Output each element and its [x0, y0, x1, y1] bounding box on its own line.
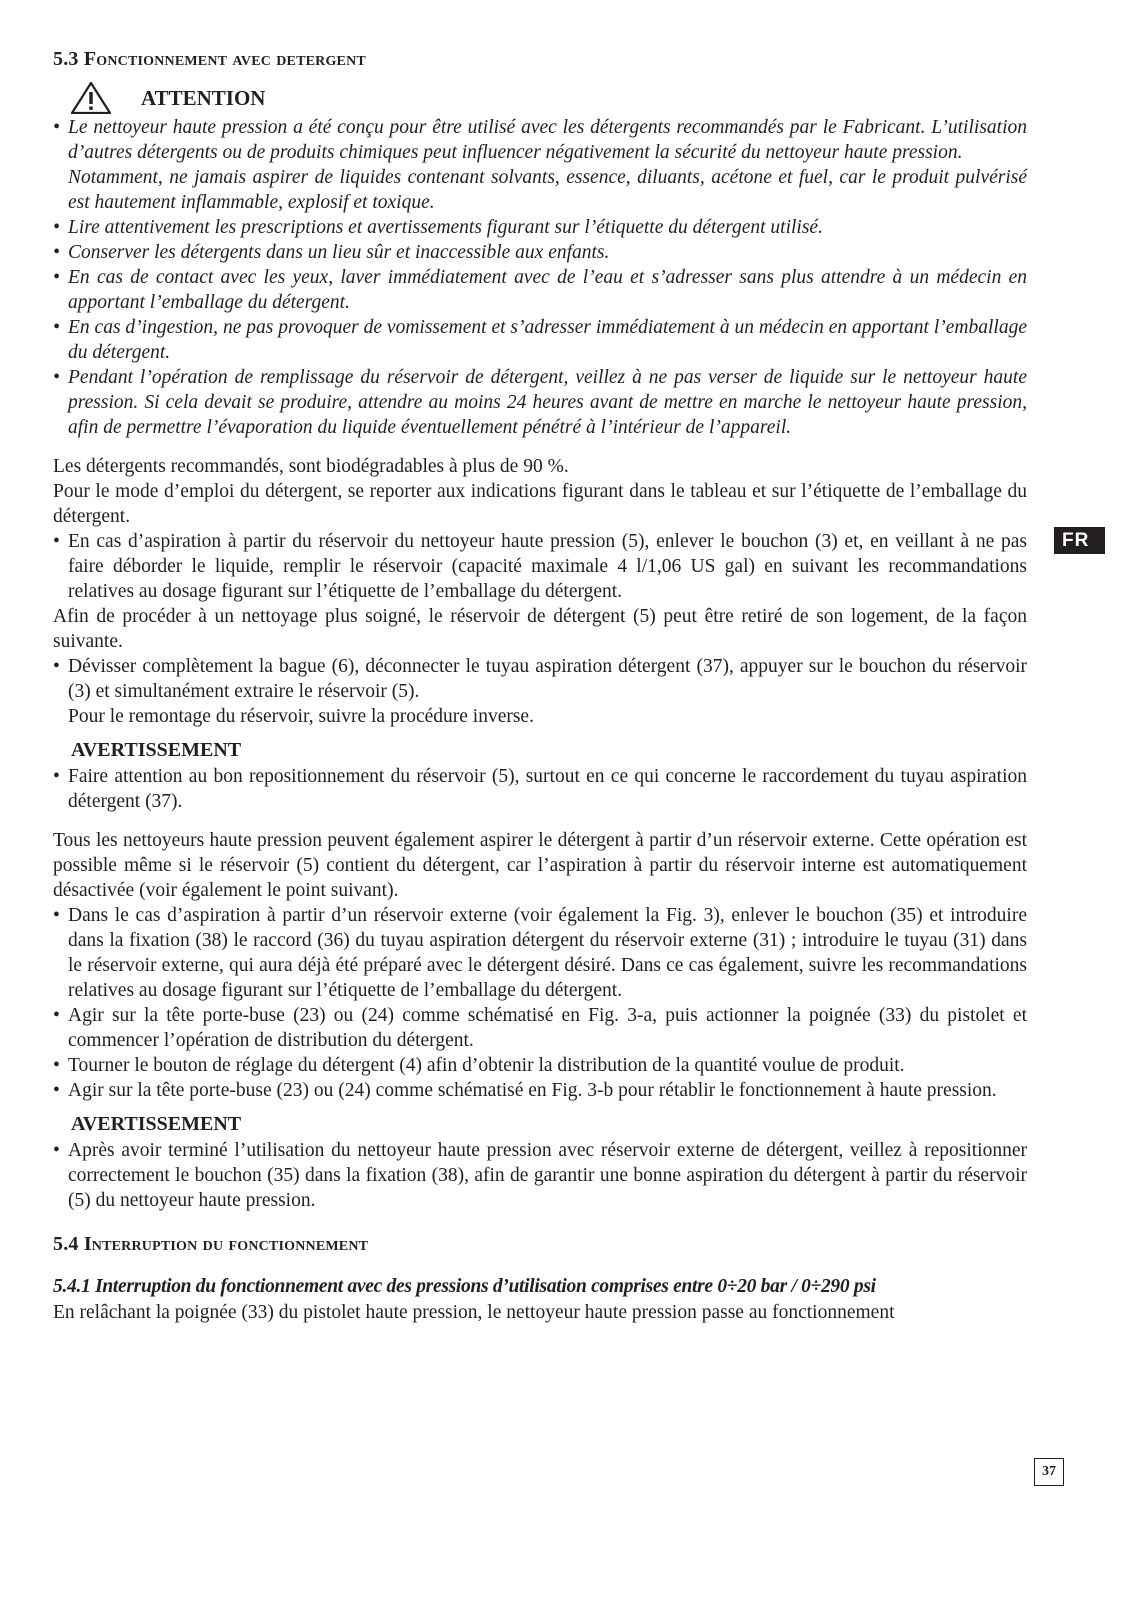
- page-content: [53, 48, 1027, 1325]
- avertissement-list: [53, 1138, 1027, 1213]
- avertissement-heading: AVERTISSEMENT: [71, 739, 242, 761]
- warning-triangle-icon: [71, 82, 111, 114]
- list-item: • Agir sur la tête porte-buse (23) ou (24) comme schématisé en Fig. 3-b pour rétablir le fonctionnement à haute pression.: [53, 1078, 1027, 1103]
- attention-continuation: Notamment, ne jamais aspirer de liquides contenant solvants, essence, diluants, acétone et fuel, car le produit pulvérisé est hautement inflammable, explosif et toxique.: [68, 167, 1027, 213]
- paragraph: Les détergents recommandés, sont biodégradables à plus de 90 %.: [53, 456, 569, 477]
- list-item: • Lire attentivement les prescriptions et avertissements figurant sur l’étiquette du détergent utilisé.: [53, 215, 1027, 240]
- list-item: • Tourner le bouton de réglage du détergent (4) afin d’obtenir la distribution de la quantité voulue de produit.: [53, 1053, 1027, 1078]
- avertissement-heading: AVERTISSEMENT: [71, 1113, 242, 1135]
- attention-list: [53, 115, 1027, 440]
- list-item: • Pendant l’opération de remplissage du réservoir de détergent, veillez à ne pas verser de liquide sur le nettoyeur haute pression. Si cela devait se produire, attendre au moins 24 heures avant de mettre en marche le nettoyeur haute pression, afin de permettre l’évaporation du liquide éventuellement pénétré à l’intérieur de l’appareil.: [53, 365, 1027, 440]
- bullet-list: [53, 654, 1027, 704]
- paragraph: Pour le mode d’emploi du détergent, se reporter aux indications figurant dans le tableau et sur l’étiquette de l’emballage du détergent.: [53, 481, 1027, 527]
- list-item: • Conserver les détergents dans un lieu sûr et inaccessible aux enfants.: [53, 240, 1027, 265]
- list-item: • Après avoir terminé l’utilisation du nettoyeur haute pression avec réservoir externe de détergent, veillez à repositionner correctement le bouchon (35) dans la fixation (38), afin de garantir une bonne aspiration du détergent à partir du réservoir (5) du nettoyeur haute pression.: [53, 1138, 1027, 1213]
- avertissement-list: [53, 764, 1027, 814]
- list-item: • En cas de contact avec les yeux, laver immédiatement avec de l’eau et s’adresser sans plus attendre à un médecin en apportant l’emballage du détergent.: [53, 265, 1027, 315]
- list-item: • Dévisser complètement la bague (6), déconnecter le tuyau aspiration détergent (37), appuyer sur le bouchon du réservoir (3) et simultanément extraire le réservoir (5).: [53, 654, 1027, 704]
- section-title: Interruption du fonctionnement: [83, 1233, 369, 1255]
- list-item: • Le nettoyeur haute pression a été conçu pour être utilisé avec les détergents recommandés par le Fabricant. L’utilisation d’autres détergents ou de produits chimiques peut influencer négativement la sécurité du nettoyeur haute pression. Notamment, ne jamais aspirer de liquides contenant solvants, essence, diluants, acétone et fuel, car le produit pulvérisé est hautement inflammable, explosif et toxique.: [53, 115, 1027, 215]
- bullet-list: [53, 903, 1027, 1103]
- language-tab: FR: [1054, 527, 1105, 554]
- paragraph: Afin de procéder à un nettoyage plus soigné, le réservoir de détergent (5) peut être retiré de son logement, de la façon suivante.: [53, 606, 1027, 652]
- section-number: 5.4: [53, 1233, 84, 1255]
- attention-header: [71, 81, 1027, 115]
- attention-title: ATTENTION: [141, 85, 266, 110]
- subsection-title: 5.4.1 Interruption du fonctionnement avec des pressions d’utilisation comprises entre 0÷20 bar / 0÷290 psi: [53, 1276, 876, 1297]
- section-5-4-heading: [53, 1233, 1027, 1256]
- list-item: • En cas d’aspiration à partir du réservoir du nettoyeur haute pression (5), enlever le bouchon (3) et, en veillant à ne pas faire déborder le liquide, remplir le réservoir (capacité maximale 4 l/1,06 US gal) en suivant les recommandations relatives au dosage figurant sur l’étiquette de l’emballage du détergent.: [53, 529, 1027, 604]
- paragraph: Pour le remontage du réservoir, suivre la procédure inverse.: [68, 706, 534, 727]
- list-item: • Agir sur la tête porte-buse (23) ou (24) comme schématisé en Fig. 3-a, puis actionner la poignée (33) du pistolet et commencer l’opération de distribution du détergent.: [53, 1003, 1027, 1053]
- section-5-3-heading: [53, 48, 1027, 71]
- paragraph: Tous les nettoyeurs haute pression peuvent également aspirer le détergent à partir d’un réservoir externe. Cette opération est possible même si le réservoir (5) contient du détergent, car l’aspiration à partir du réservoir interne est automatiquement désactivée (voir également le point suivant).: [53, 830, 1027, 901]
- section-title: Fonctionnement avec detergent: [83, 48, 366, 70]
- list-item: • En cas d’ingestion, ne pas provoquer de vomissement et s’adresser immédiatement à un médecin en apportant l’emballage du détergent.: [53, 315, 1027, 365]
- section-number: 5.3: [53, 48, 84, 70]
- list-item: • Faire attention au bon repositionnement du réservoir (5), surtout en ce qui concerne le raccordement du tuyau aspiration détergent (37).: [53, 764, 1027, 814]
- bullet-list: [53, 529, 1027, 604]
- paragraph: En relâchant la poignée (33) du pistolet haute pression, le nettoyeur haute pression passe au fonctionnement: [53, 1302, 895, 1323]
- page-number: 37: [1034, 1458, 1064, 1486]
- list-item: • Dans le cas d’aspiration à partir d’un réservoir externe (voir également la Fig. 3), enlever le bouchon (35) et introduire dans la fixation (38) le raccord (36) du tuyau aspiration détergent du réservoir externe (31) ; introduire le tuyau (31) dans le réservoir externe, qui aura déjà été préparé avec le détergent désiré. Dans ce cas également, suivre les recommandations relatives au dosage figurant sur l’étiquette de l’emballage du détergent.: [53, 903, 1027, 1003]
